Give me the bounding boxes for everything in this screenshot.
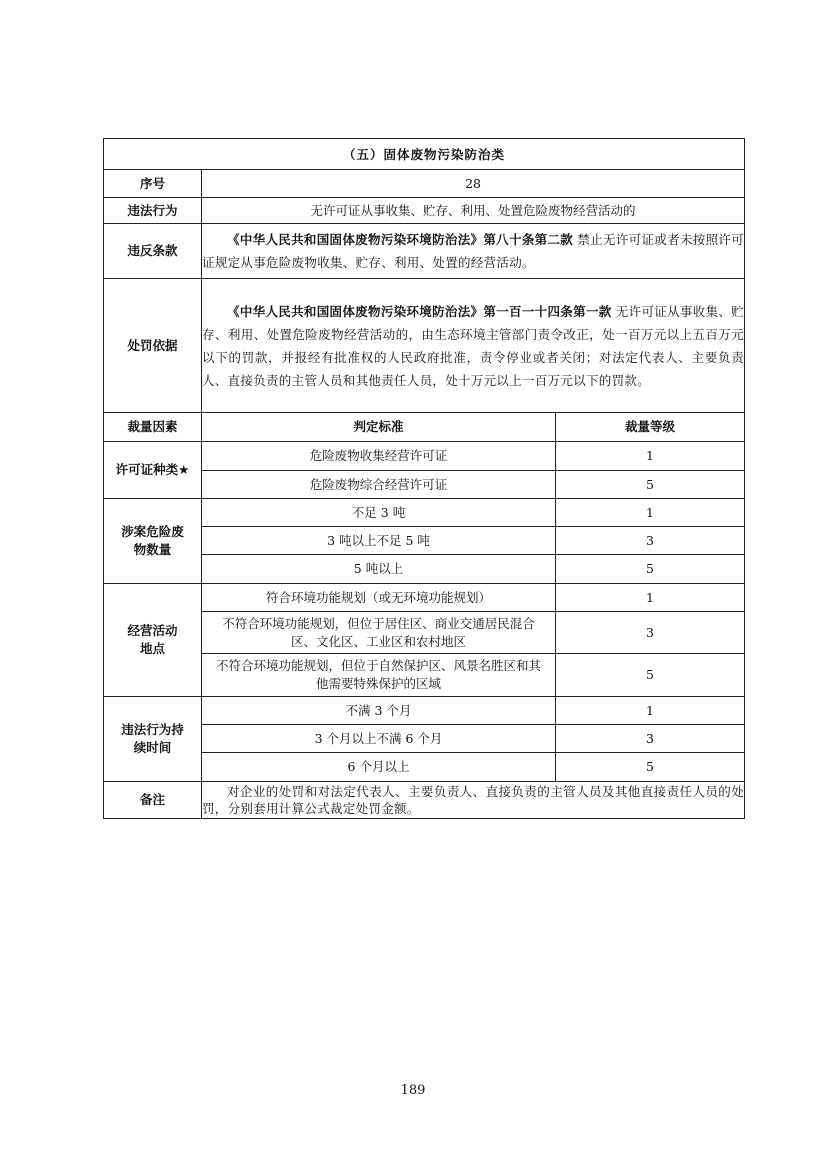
criteria-cell: 6 个月以上 [202,753,556,782]
criteria-cell: 不符合环境功能规划，但位于自然保护区、风景名胜区和其他需要特殊保护的区域 [202,654,556,697]
table-row [104,584,745,612]
clause-text: 禁止无许可证或者未按照许可证规定从事危险废物收集、贮存、利用、处置的经营活动。 [202,232,745,270]
behavior-value: 无许可证从事收集、贮存、利用、处置危险废物经营活动的 [202,198,745,224]
level-cell: 5 [556,654,745,697]
criteria-cell: 危险废物综合经营许可证 [202,471,556,499]
factor-business-location: 经营活动地点 [104,584,202,697]
level-cell: 3 [556,527,745,555]
behavior-label: 违法行为 [104,198,202,224]
criteria-cell: 3 个月以上不满 6 个月 [202,725,556,753]
table-row [104,442,745,471]
level-cell: 1 [556,584,745,612]
criteria-cell: 不足 3 吨 [202,499,556,527]
table-row [104,499,745,527]
clause-cell [202,224,745,279]
factor-violation-duration: 违法行为持续时间 [104,697,202,782]
level-header: 裁量等级 [556,413,745,442]
section-title: （五）固体废物污染防治类 [104,139,745,170]
basis-law-reference: 《中华人民共和国固体废物污染环境防治法》第一百一十四条第一款 [227,303,612,319]
criteria-cell: 3 吨以上不足 5 吨 [202,527,556,555]
level-cell: 3 [556,612,745,654]
remarks-label: 备注 [104,782,202,819]
criteria-cell: 5 吨以上 [202,555,556,584]
level-cell: 1 [556,499,745,527]
table-row [104,697,745,725]
factor-license-type: 许可证种类★ [104,442,202,499]
level-cell: 1 [556,442,745,471]
factor-waste-quantity: 涉案危险废物数量 [104,499,202,584]
basis-label: 处罚依据 [104,279,202,413]
level-cell: 5 [556,471,745,499]
remarks-text: 对企业的处罚和对法定代表人、主要负责人、直接负责的主管人员及其他直接责任人员的处罚，分别套用计算公式裁定处罚金额。 [202,782,745,819]
clause-label: 违反条款 [104,224,202,279]
seq-label: 序号 [104,170,202,198]
level-cell: 5 [556,753,745,782]
basis-cell [202,279,745,413]
criteria-cell: 符合环境功能规划（或无环境功能规划） [202,584,556,612]
criteria-cell: 不满 3 个月 [202,697,556,725]
level-cell: 5 [556,555,745,584]
basis-text: 无许可证从事收集、贮存、利用、处置危险废物经营活动的，由生态环境主管部门责令改正，处一百万元以上五百万元以下的罚款，并报经有批准权的人民政府批准，责令停业或者关闭；对法定代表人、主要负责人、直接负责的主管人员和其他责任人员，处十万元以上一百万元以下的罚款。 [202,303,745,388]
level-cell: 3 [556,725,745,753]
clause-law-reference: 《中华人民共和国固体废物污染环境防治法》第八十条第二款 [227,232,574,247]
page-number: 189 [400,1083,426,1098]
seq-value: 28 [202,170,745,198]
criteria-cell: 不符合环境功能规划，但位于居住区、商业交通居民混合区、文化区、工业区和农村地区 [202,612,556,654]
criteria-header: 判定标准 [202,413,556,442]
penalty-table [103,138,745,819]
level-cell: 1 [556,697,745,725]
factor-header: 裁量因素 [104,413,202,442]
criteria-cell: 危险废物收集经营许可证 [202,442,556,471]
